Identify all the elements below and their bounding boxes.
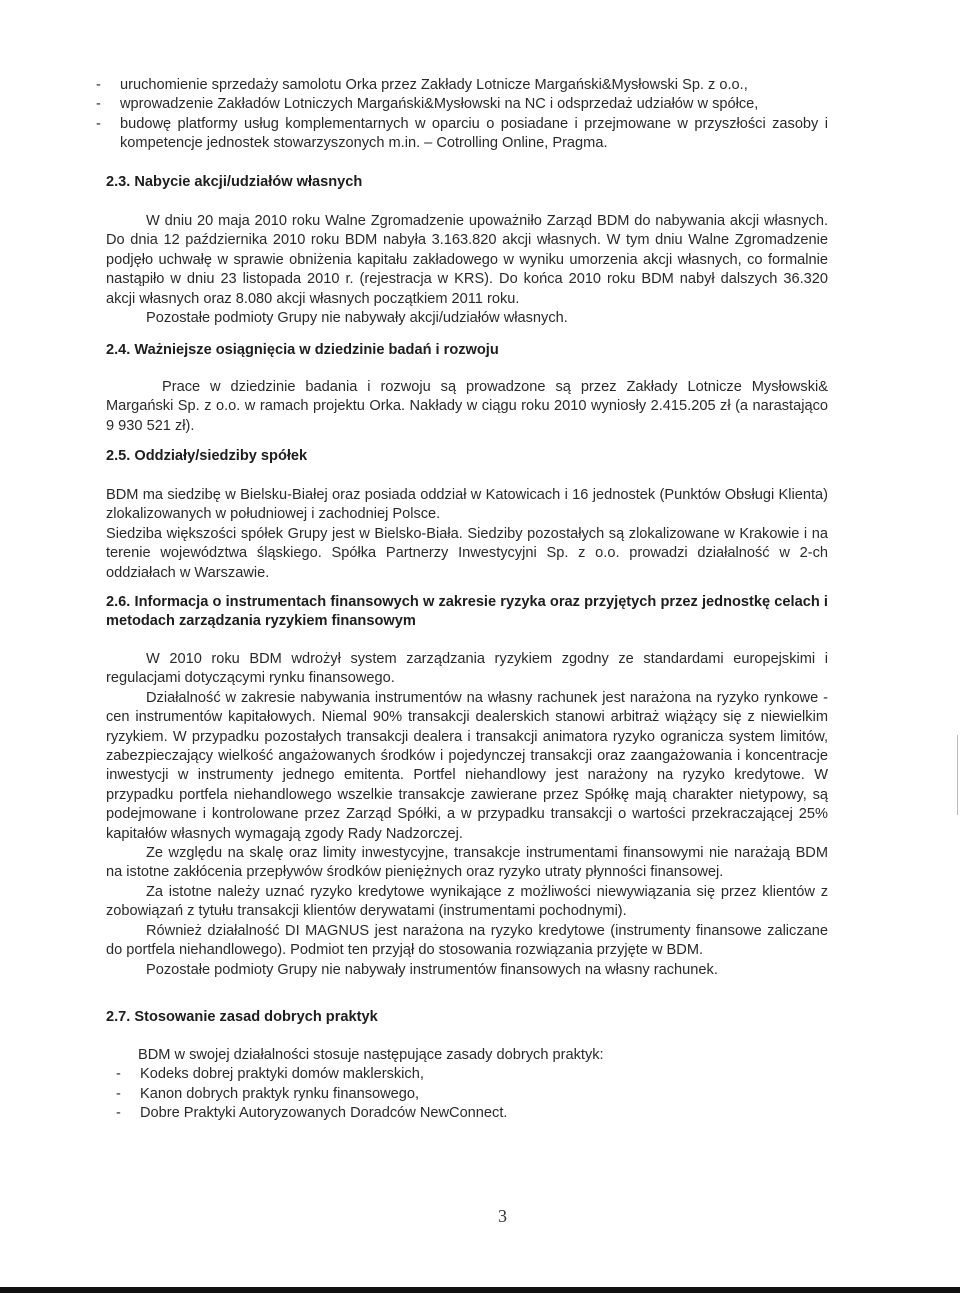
section-heading-2-6: 2.6. Informacja o instrumentach finansowych w zakresie ryzyka oraz przyjętych przez jednostkę celach i metodach zarządzania ryzykiem finansowym xyxy=(106,594,828,630)
intro-bullet-list xyxy=(96,76,828,154)
section-heading-2-5: 2.5. Oddziały/siedziby spółek xyxy=(106,448,308,464)
list-item: - Dobre Praktyki Autoryzowanych Doradców NewConnect. xyxy=(116,1104,828,1123)
section-2-6-body xyxy=(106,650,828,980)
section-2-5-body xyxy=(106,486,828,583)
section-2-4-body xyxy=(106,378,828,436)
page-number: 3 xyxy=(498,1206,507,1226)
section-heading-2-7: 2.7. Stosowanie zasad dobrych praktyk xyxy=(106,1009,378,1025)
section-heading-2-3: 2.3. Nabycie akcji/udziałów własnych xyxy=(106,174,363,190)
list-item: - uruchomienie sprzedaży samolotu Orka przez Zakłady Lotnicze Margański&Mysłowski Sp. z o.o., xyxy=(96,76,828,95)
list-item: - Kodeks dobrej praktyki domów maklerskich, xyxy=(116,1065,828,1084)
paragraph: Za istotne należy uznać ryzyko kredytowe wynikające z możliwości niewywiązania się przez klientów z zobowiązań z tytułu transakcji klientów derywatami (instrumentami pochodnymi). xyxy=(106,883,828,920)
paragraph: W 2010 roku BDM wdrożył system zarządzania ryzykiem zgodny ze standardami europejskimi i regulacjami dotyczącymi rynku finansowego. xyxy=(106,651,828,687)
list-item: - wprowadzenie Zakładów Lotniczych Margański&Mysłowski na NC i odsprzedaż udziałów w spółce, xyxy=(96,95,828,114)
scan-edge-mark xyxy=(957,735,958,815)
paragraph: Pozostałe podmioty Grupy nie nabywały instrumentów finansowych na własny rachunek. xyxy=(146,961,718,978)
section-2-7-body xyxy=(116,1046,828,1124)
paragraph: BDM w swojej działalności stosuje następujące zasady dobrych praktyk: xyxy=(138,1047,604,1063)
section-heading-2-4: 2.4. Ważniejsze osiągnięcia w dziedzinie badań i rozwoju xyxy=(106,342,499,358)
list-item: - budowę platformy usług komplementarnych w oparciu o posiadane i przejmowane w przyszłości zasoby i kompetencje jednostek stowarzyszonych m.in. – Cotrolling Online, Pragma. xyxy=(96,115,828,154)
paragraph: W dniu 20 maja 2010 roku Walne Zgromadzenie upoważniło Zarząd BDM do nabywania akcji własnych. Do dnia 12 października 2010 roku BDM nabyła 3.163.820 akcji własnych. W tym dniu Walne Zgromadzenie podjęło uchwałę w sprawie obniżenia kapitału zakładowego w wyniku umorzenia akcji własnych, co formalnie nastąpiło w dniu 23 listopada 2010 r. (rejestracja w KRS). Do końca 2010 roku BDM nabył dalszych 36.320 akcji własnych oraz 8.080 akcji własnych początkiem 2011 roku. xyxy=(106,213,828,307)
section-2-3-body xyxy=(106,212,828,328)
paragraph: Również działalność DI MAGNUS jest narażona na ryzyko kredytowe (instrumenty finansowe zaliczane do portfela niehandlowego). Podmiot ten przyjął do stosowania rozwiązania przyjęte w BDM. xyxy=(106,922,828,959)
paragraph: Siedziba większości spółek Grupy jest w Bielsko-Biała. Siedziby pozostałych są zlokalizowane w Krakowie i na terenie województwa śląskiego. Spółka Partnerzy Inwestycyjni Sp. z o.o. prowadzi działalność w 2-ch oddziałach w Warszawie. xyxy=(106,525,828,581)
paragraph: Pozostałe podmioty Grupy nie nabywały akcji/udziałów własnych. xyxy=(146,310,568,327)
list-item: - Kanon dobrych praktyk rynku finansowego, xyxy=(116,1085,828,1104)
bottom-border-bar xyxy=(0,1287,960,1293)
paragraph: Ze względu na skalę oraz limity inwestycyjne, transakcje instrumentami finansowymi nie narażają BDM na istotne zakłócenia przepływów środków pieniężnych oraz ryzyko utraty płynności finansowej. xyxy=(106,845,828,881)
paragraph: Prace w dziedzinie badania i rozwoju są prowadzone są przez Zakłady Lotnicze Mysłowski& Margański Sp. z o.o. w ramach projektu Orka. Nakłady w ciągu roku 2010 wyniosły 2.415.205 zł (a narastająco 9 930 521 zł). xyxy=(106,379,828,434)
paragraph: Działalność w zakresie nabywania instrumentów na własny rachunek jest narażona na ryzyko rynkowe - cen instrumentów kapitałowych. Niemal 90% transakcji dealerskich stanowi arbitraż wiążący się z niewielkim ryzykiem. W przypadku pozostałych transakcji dealera i transakcji animatora ryzyko ogranicza system limitów, zabezpieczający wielkość angażowanych środków i pojedynczej transakcji oraz zaangażowania i koncentracje inwestycji w instrumenty jednego emitenta. Portfel niehandlowy jest narażony na ryzyko kredytowe. W przypadku portfela niehandlowego wszelkie transakcje zawierane przez Spółkę mają charakter nietypowy, są podejmowane i kontrolowane przez Zarząd Spółki, a w przypadku transakcji o wartości przekraczającej 25% kapitałów własnych wymagają zgody Rady Nadzorczej. xyxy=(106,689,828,842)
paragraph: BDM ma siedzibę w Bielsku-Białej oraz posiada oddział w Katowicach i 16 jednostek (Punktów Obsługi Klienta) zlokalizowanych w południowej i zachodniej Polsce. xyxy=(106,487,828,523)
